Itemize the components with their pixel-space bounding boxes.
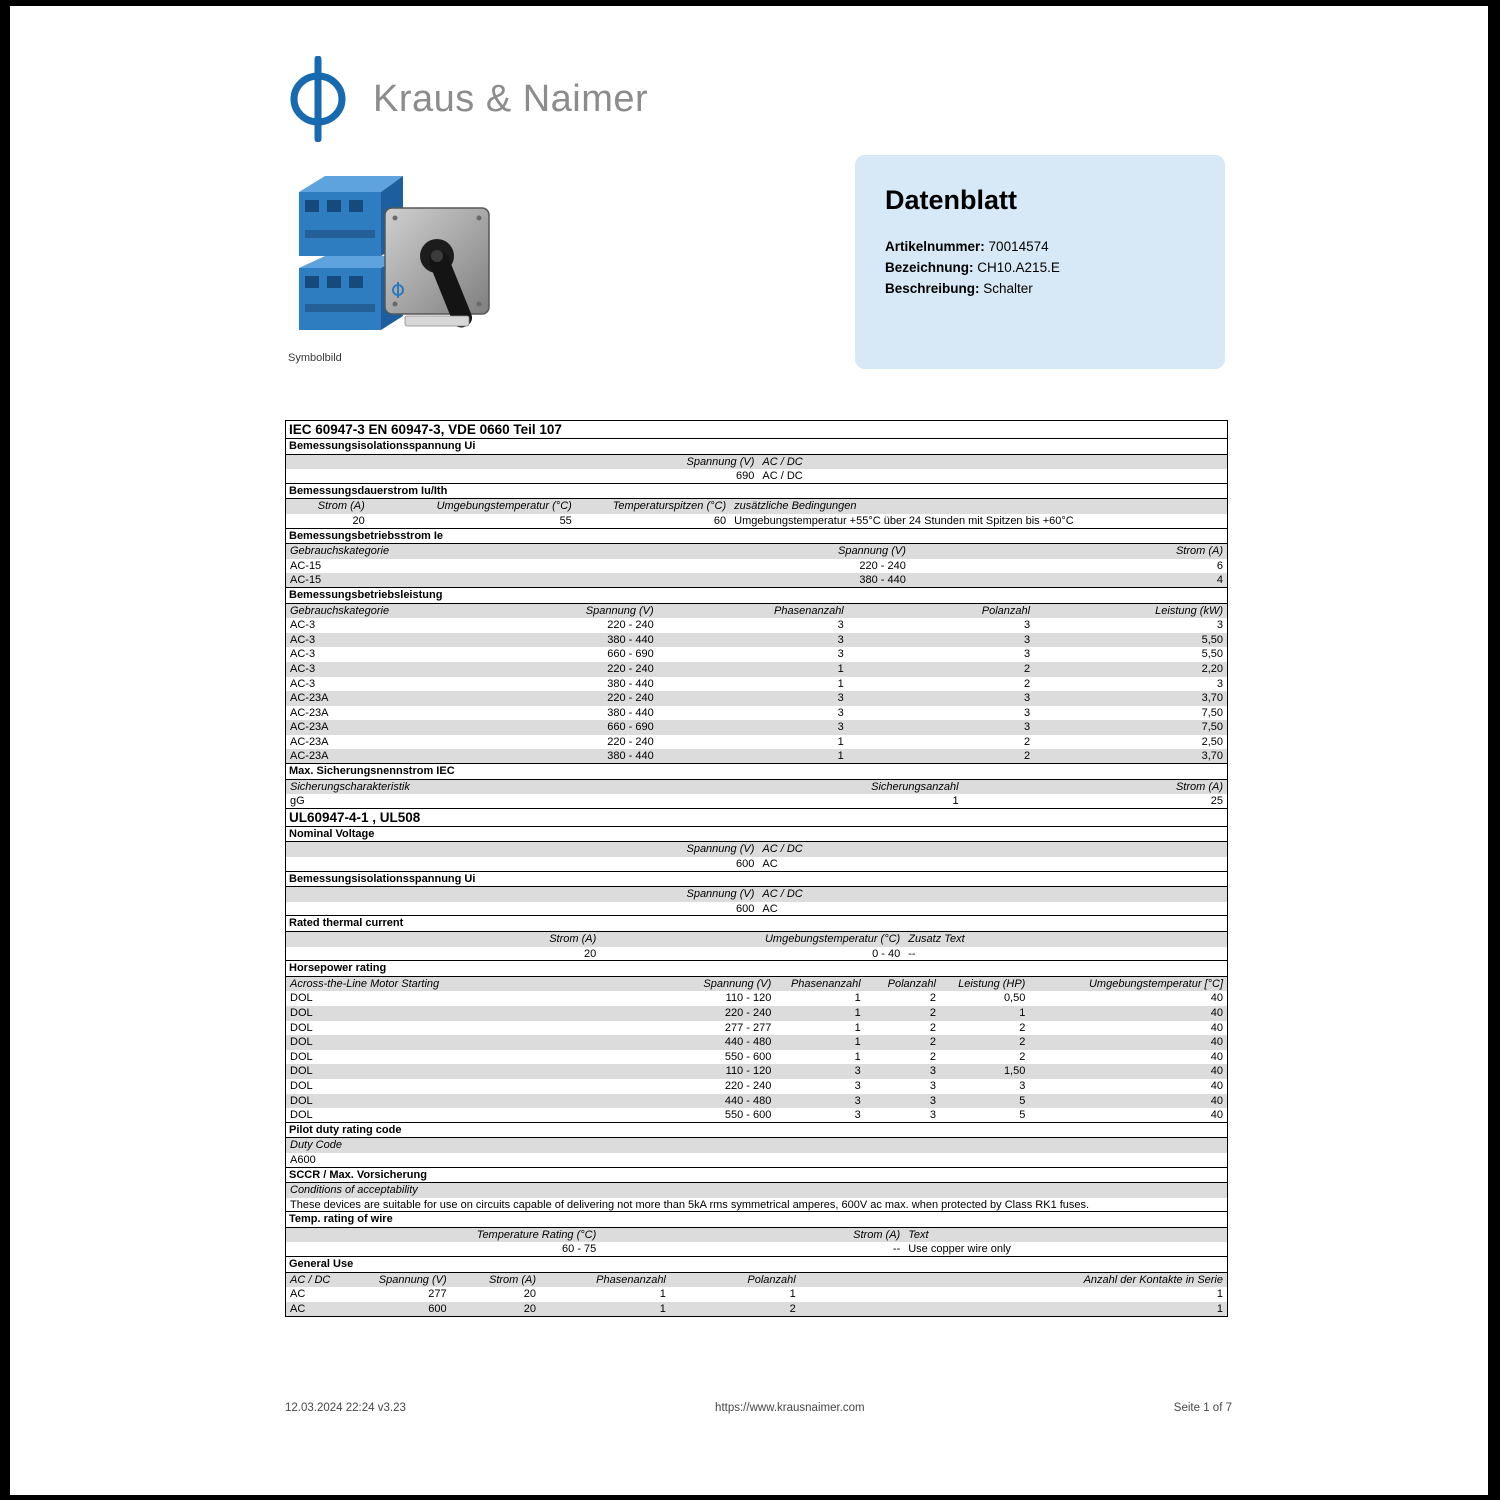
datasheet-title: Datenblatt (885, 185, 1018, 215)
table-row (286, 991, 1227, 1006)
table-cell: DOL (290, 1006, 313, 1019)
description-label: Beschreibung: (885, 281, 980, 296)
table-cell: 277 - 277 (724, 1021, 772, 1034)
table-cell: AC-3 (290, 619, 316, 632)
table-cell: 5,50 (1201, 633, 1223, 646)
table-row (286, 469, 1227, 484)
table-cell: 3 (854, 1109, 861, 1122)
table-cell: 5 (1019, 1094, 1026, 1107)
table-cell: Umgebungstemperatur +55°C über 24 Stunden mit Spitzen bis +60°C (734, 514, 1074, 527)
table-cell: 2 (1019, 1036, 1026, 1049)
table-cell: DOL (290, 1079, 313, 1092)
table-cell: 2 (789, 1302, 796, 1315)
table-cell: 550 - 600 (724, 1050, 772, 1063)
column-header: Polanzahl (981, 604, 1031, 617)
table-cell: 440 - 480 (724, 1094, 772, 1107)
column-header: Leistung (HP) (958, 977, 1026, 990)
table-cell: 1 (1216, 1288, 1223, 1301)
page-footer (285, 1402, 1232, 1414)
table-cell: 0,50 (1003, 992, 1026, 1005)
table-section-title: Max. Sicherungsnennstrom IEC (286, 763, 1227, 780)
table-section-title: Rated thermal current (286, 915, 1227, 932)
table-cell: 1 (837, 735, 844, 748)
table-cell: 3 (1216, 677, 1223, 690)
table-cell: AC-23A (290, 692, 329, 705)
table-row (286, 749, 1227, 764)
table-cell: DOL (290, 1094, 313, 1107)
table-cell: 40 (1210, 1036, 1223, 1049)
table-cell: 3 (854, 1079, 861, 1092)
table-header-row (286, 1228, 1227, 1243)
table-cell: 3 (854, 1094, 861, 1107)
table-cell: 1 (837, 677, 844, 690)
table-cell: 1,50 (1003, 1065, 1026, 1078)
table-cell: 40 (1210, 1006, 1223, 1019)
table-cell: 1 (952, 795, 959, 808)
footer-page-number: Seite 1 of 7 (1173, 1402, 1232, 1414)
table-row (286, 794, 1227, 809)
table-cell: 1 (837, 750, 844, 763)
table-cell: 3 (1216, 619, 1223, 632)
table-cell: AC-23A (290, 735, 329, 748)
table-section-title: Nominal Voltage (286, 826, 1227, 843)
table-cell: 3 (837, 633, 844, 646)
column-header: Spannung (V) (837, 545, 906, 558)
table-header-row (286, 1273, 1227, 1288)
table-cell: DOL (290, 1109, 313, 1122)
table-header-row (286, 544, 1227, 559)
table-row (286, 1242, 1227, 1257)
table-section-title: Bemessungsbetriebsleistung (286, 587, 1227, 604)
table-section-title: SCCR / Max. Vorsicherung (286, 1167, 1227, 1184)
column-header: Strom (A) (1175, 780, 1223, 793)
table-cell: 3 (837, 619, 844, 632)
column-header: Spannung (V) (585, 604, 654, 617)
column-header: Strom (A) (317, 500, 365, 513)
column-header: Temperature Rating (°C) (476, 1228, 597, 1241)
table-cell: 220 - 240 (724, 1006, 772, 1019)
datasheet-page (10, 6, 1488, 1495)
table-cell: -- (908, 947, 916, 960)
table-cell: 40 (1210, 992, 1223, 1005)
article-number-label: Artikelnummer: (885, 239, 985, 254)
table-cell: AC-23A (290, 750, 329, 763)
table-row (286, 1079, 1227, 1094)
column-header: AC / DC (762, 455, 803, 468)
table-cell: AC-3 (290, 633, 316, 646)
table-cell: 220 - 240 (859, 559, 906, 572)
table-row (286, 662, 1227, 677)
table-cell: 1 (837, 662, 844, 675)
table-row (286, 1094, 1227, 1109)
table-cell: 3 (929, 1079, 936, 1092)
table-cell: 0 - 40 (872, 947, 901, 960)
column-header: Polanzahl (887, 977, 936, 990)
table-cell: 3 (1019, 1079, 1026, 1092)
column-header: Zusatz Text (908, 933, 965, 945)
table-row (286, 720, 1227, 735)
table-row (286, 1302, 1227, 1317)
table-cell: 3 (837, 692, 844, 705)
table-cell: DOL (290, 1021, 313, 1034)
table-row (286, 857, 1227, 872)
column-header: Strom (A) (488, 1273, 537, 1286)
column-header: Spannung (V) (686, 843, 755, 856)
table-cell: 660 - 690 (607, 648, 654, 661)
table-cell: 1 (854, 992, 861, 1005)
table-header-row (286, 932, 1227, 947)
table-cell: 3 (1023, 633, 1031, 646)
table-row (286, 647, 1227, 662)
table-cell: 25 (1210, 795, 1223, 808)
table-cell: 2,20 (1201, 662, 1223, 675)
table-main-title: UL60947-4-1 , UL508 (286, 808, 1227, 827)
table-cell: 5,50 (1201, 648, 1223, 661)
table-header-row (286, 1138, 1227, 1153)
table-cell: 2 (929, 1006, 936, 1019)
table-cell: 550 - 600 (724, 1109, 772, 1122)
table-cell: 2 (1023, 677, 1031, 690)
column-header: Polanzahl (747, 1273, 796, 1286)
table-cell: AC (762, 902, 778, 915)
table-cell: 3 (854, 1065, 861, 1078)
table-header-row (286, 499, 1227, 514)
table-header-row (286, 780, 1227, 795)
table-cell: AC (290, 1302, 306, 1315)
column-header: Spannung (V) (686, 888, 755, 901)
table-cell: DOL (290, 1036, 313, 1049)
table-cell: 380 - 440 (607, 706, 654, 719)
table-cell: AC-15 (290, 559, 322, 572)
table-row (286, 1108, 1227, 1123)
table-cell: 110 - 120 (725, 992, 772, 1005)
table-cell: AC-3 (290, 662, 316, 675)
table-cell: 690 (736, 470, 755, 483)
column-header: Sicherungsanzahl (871, 780, 959, 793)
table-cell: 2 (1023, 750, 1031, 763)
table-cell: 2 (1023, 735, 1031, 748)
info-box (855, 155, 1225, 369)
column-header: Across-the-Line Motor Starting (290, 977, 440, 990)
article-number-row (885, 236, 1195, 257)
table-row (286, 1035, 1227, 1050)
table-header-row (286, 887, 1227, 902)
table-cell: 277 (428, 1288, 447, 1301)
column-header: Gebrauchskategorie (290, 545, 390, 558)
table-row (286, 1021, 1227, 1036)
article-number-value: 70014574 (988, 239, 1049, 254)
table-cell: 5 (1019, 1109, 1026, 1122)
column-header: Leistung (kW) (1155, 604, 1223, 617)
column-header: Strom (A) (1175, 545, 1223, 558)
table-cell: 220 - 240 (724, 1079, 772, 1092)
product-image-caption: Symbolbild (288, 352, 342, 364)
table-cell: 220 - 240 (607, 692, 654, 705)
table-row (286, 633, 1227, 648)
column-header: Temperaturspitzen (°C) (612, 500, 727, 513)
table-section-title: Horsepower rating (286, 960, 1227, 977)
table-row (286, 1006, 1227, 1021)
column-header: zusätzliche Bedingungen (734, 500, 857, 513)
table-cell: 1 (1216, 1302, 1223, 1315)
table-cell: 1 (854, 1006, 861, 1019)
footer-url-link[interactable]: https://www.krausnaimer.com (715, 1402, 865, 1414)
table-cell: 40 (1210, 1065, 1223, 1078)
table-main-title: IEC 60947-3 EN 60947-3, VDE 0660 Teil 107 (286, 421, 1227, 439)
table-cell: 20 (523, 1288, 537, 1301)
product-image (285, 164, 495, 349)
table-cell: DOL (290, 1065, 313, 1078)
table-cell: 1 (1019, 1006, 1026, 1019)
column-header: Umgebungstemperatur (°C) (436, 500, 572, 513)
table-cell: 2 (929, 1050, 936, 1063)
table-header-row (286, 977, 1227, 992)
table-cell: 20 (523, 1302, 537, 1315)
table-cell: 3 (837, 706, 844, 719)
table-row (286, 573, 1227, 588)
table-cell: 3 (1023, 648, 1031, 661)
column-header: Text (908, 1228, 929, 1241)
table-cell: AC (290, 1288, 306, 1301)
table-cell: 40 (1210, 1021, 1223, 1034)
table-cell: 380 - 440 (607, 633, 654, 646)
table-row (286, 1198, 1227, 1213)
table-cell: 7,50 (1201, 706, 1223, 719)
table-row (286, 947, 1227, 962)
column-header: Conditions of acceptability (290, 1184, 418, 1197)
table-cell: 1 (854, 1036, 861, 1049)
table-header-row (286, 1183, 1227, 1198)
column-header: AC / DC (762, 888, 803, 901)
table-row (286, 691, 1227, 706)
table-cell: 600 (736, 858, 755, 871)
table-cell: 3 (837, 721, 844, 734)
table-cell: AC-3 (290, 648, 316, 661)
table-cell: 440 - 480 (724, 1036, 772, 1049)
column-header: Phasenanzahl (790, 977, 861, 990)
brand-logo (283, 56, 648, 142)
column-header: Gebrauchskategorie (290, 604, 390, 617)
table-cell: 3,70 (1201, 692, 1223, 705)
table-row (286, 1064, 1227, 1079)
column-header: Spannung (V) (686, 455, 755, 468)
table-cell: 220 - 240 (607, 662, 654, 675)
table-section-title: Temp. rating of wire (286, 1211, 1227, 1228)
column-header: AC / DC (762, 843, 803, 856)
table-cell: 110 - 120 (725, 1065, 772, 1078)
table-cell: 6 (1216, 559, 1223, 572)
table-cell: 2 (929, 992, 936, 1005)
table-cell: 3,70 (1201, 750, 1223, 763)
designation-row (885, 257, 1195, 278)
table-cell: 20 (352, 514, 365, 527)
table-cell: gG (290, 795, 305, 808)
table-cell: 1 (854, 1021, 861, 1034)
table-cell: A600 (290, 1153, 316, 1166)
table-cell: 380 - 440 (607, 750, 654, 763)
table-cell: 2 (929, 1021, 936, 1034)
table-cell: AC-23A (290, 721, 329, 734)
table-header-row (286, 842, 1227, 857)
table-cell: 4 (1216, 574, 1223, 587)
table-cell: 40 (1210, 1109, 1223, 1122)
table-row (286, 559, 1227, 574)
table-cell: 220 - 240 (607, 619, 654, 632)
table-cell: AC-3 (290, 677, 316, 690)
table-cell: 60 (713, 514, 727, 527)
table-cell: 380 - 440 (859, 574, 906, 587)
table-row (286, 677, 1227, 692)
table-section-title: Pilot duty rating code (286, 1122, 1227, 1139)
column-header: Umgebungstemperatur (°C) (764, 933, 901, 945)
footer-date-version: 12.03.2024 22:24 v3.23 (285, 1402, 406, 1414)
table-cell: 40 (1210, 1094, 1223, 1107)
table-cell: 2,50 (1201, 735, 1223, 748)
table-cell: 1 (659, 1288, 666, 1301)
table-cell: 3 (1023, 721, 1031, 734)
column-header: Anzahl der Kontakte in Serie (1083, 1273, 1223, 1286)
table-row (286, 1050, 1227, 1065)
table-cell: 20 (584, 947, 597, 960)
table-cell: 40 (1210, 1079, 1223, 1092)
brand-name: Kraus & Naimer (373, 77, 649, 120)
table-cell: 3 (1023, 692, 1031, 705)
table-cell: 60 - 75 (562, 1243, 597, 1256)
table-cell: AC / DC (762, 470, 803, 483)
table-cell: 2 (1019, 1021, 1026, 1034)
table-row (286, 514, 1227, 529)
table-cell: 3 (929, 1094, 936, 1107)
table-cell: These devices are suitable for use on circuits capable of delivering not more than 5kA rms symmetrical amperes, 600V ac max. when protected by Class RK1 fuses. (290, 1198, 1090, 1211)
table-row (286, 618, 1227, 633)
column-header: Strom (A) (853, 1228, 901, 1241)
table-header-row (286, 604, 1227, 619)
table-cell: 3 (1023, 706, 1031, 719)
table-cell: 1 (659, 1302, 666, 1315)
table-cell: 2 (929, 1036, 936, 1049)
table-cell: AC-15 (290, 574, 322, 587)
description-value: Schalter (983, 281, 1033, 296)
table-cell: 2 (1023, 662, 1031, 675)
table-cell: 3 (929, 1109, 936, 1122)
table-row (286, 902, 1227, 917)
column-header: AC / DC (290, 1273, 331, 1286)
column-header: Phasenanzahl (774, 604, 844, 617)
column-header: Duty Code (290, 1139, 342, 1152)
ratings-table (285, 420, 1228, 1317)
table-cell: 1 (854, 1050, 861, 1063)
table-cell: 3 (929, 1065, 936, 1078)
column-header: Phasenanzahl (596, 1273, 666, 1286)
table-section-title: Bemessungsisolationsspannung Ui (286, 871, 1227, 888)
table-cell: Use copper wire only (908, 1243, 1011, 1256)
column-header: Strom (A) (549, 933, 597, 945)
table-row (286, 735, 1227, 750)
table-cell: 600 (428, 1302, 447, 1315)
table-cell: AC (762, 858, 778, 871)
table-section-title: Bemessungsdauerstrom Iu/Ith (286, 483, 1227, 500)
table-cell: AC-23A (290, 706, 329, 719)
table-cell: DOL (290, 992, 313, 1005)
table-cell: DOL (290, 1050, 313, 1063)
table-cell: 2 (1019, 1050, 1026, 1063)
table-section-title: Bemessungsbetriebsstrom Ie (286, 528, 1227, 545)
column-header: Spannung (V) (703, 977, 772, 990)
designation-value: CH10.A215.E (977, 260, 1060, 275)
table-cell: 1 (789, 1288, 796, 1301)
column-header: Spannung (V) (378, 1273, 447, 1286)
table-cell: 3 (1023, 619, 1031, 632)
table-header-row (286, 455, 1227, 470)
table-cell: 220 - 240 (607, 735, 654, 748)
table-cell: 380 - 440 (607, 677, 654, 690)
description-row (885, 278, 1195, 299)
table-section-title: Bemessungsisolationsspannung Ui (286, 438, 1227, 455)
table-row (286, 1153, 1227, 1168)
table-section-title: General Use (286, 1256, 1227, 1273)
column-header: Umgebungstemperatur [°C] (1088, 977, 1223, 990)
table-cell: 660 - 690 (607, 721, 654, 734)
table-cell: 600 (736, 902, 755, 915)
table-row (286, 706, 1227, 721)
table-cell: -- (892, 1243, 901, 1256)
table-cell: 3 (837, 648, 844, 661)
designation-label: Bezeichnung: (885, 260, 974, 275)
table-cell: 7,50 (1201, 721, 1223, 734)
info-fields (885, 236, 1195, 299)
kraus-naimer-phi-icon (283, 56, 353, 142)
table-row (286, 1287, 1227, 1302)
column-header: Sicherungscharakteristik (290, 780, 410, 793)
table-cell: 40 (1210, 1050, 1223, 1063)
table-cell: 55 (559, 514, 572, 527)
